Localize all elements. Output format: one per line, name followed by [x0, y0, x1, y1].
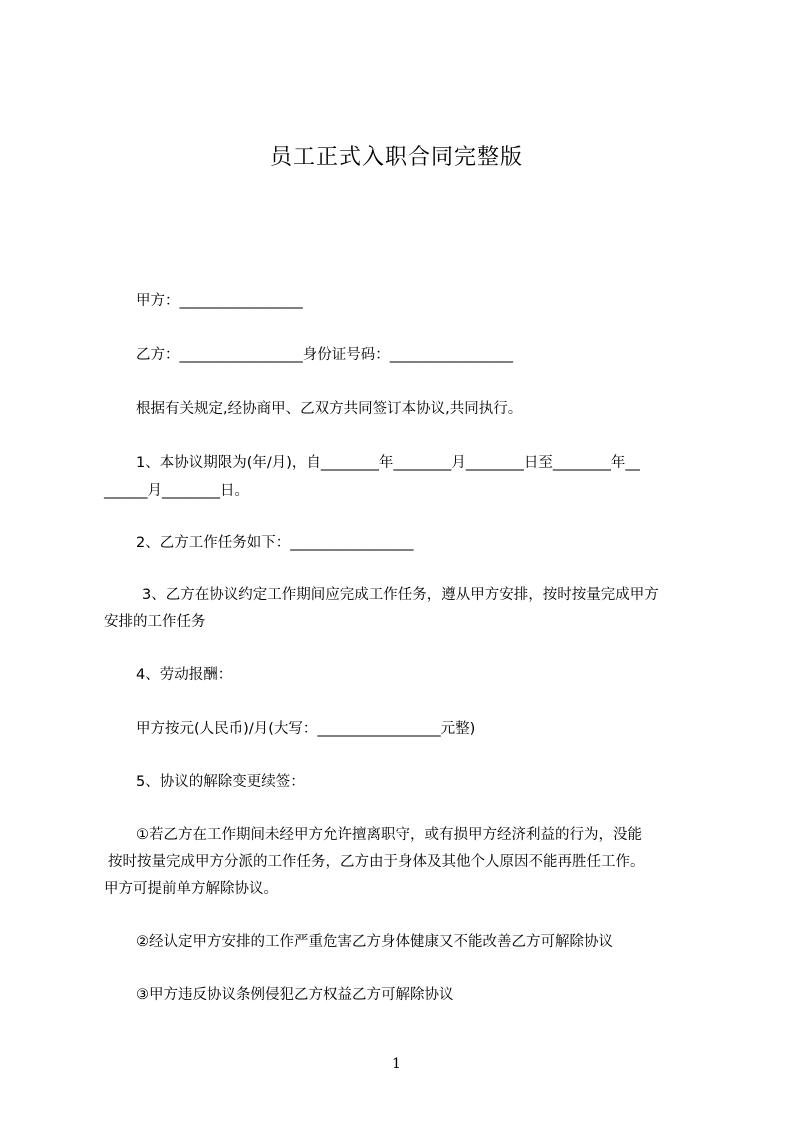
clause-4-line: 4、劳动报酬： — [136, 667, 233, 683]
preamble-paragraph: 根据有关规定,经协商甲、乙双方共同签订本协议,共同执行。 — [136, 401, 523, 417]
clause-3-line-2: 安排的工作任务 — [104, 614, 206, 630]
item-3-line: ③甲方违反协议条例侵犯乙方权益乙方可解除协议 — [136, 987, 454, 1003]
salary-line: 甲方按元(人民币)/月(大写：_________________元整) — [136, 721, 476, 737]
page-number: 1 — [392, 1056, 401, 1072]
party-a-line: 甲方：_________________ — [136, 293, 303, 309]
clause-3-line-1: 3、乙方在协议约定工作期间应完成工作任务，遵从甲方安排，按时按量完成甲方 — [142, 587, 659, 603]
clause-5-line: 5、协议的解除变更续签： — [136, 774, 305, 790]
clause-1-line-1: 1、本协议期限为(年/月)，自________年________月________日至________年__ — [136, 455, 640, 471]
item-1-line-2: 按时按量完成甲方分派的工作任务，乙方由于身体及其他个人原因不能再胜任工作。 — [108, 854, 645, 870]
item-2-line: ②经认定甲方安排的工作严重危害乙方身体健康又不能改善乙方可解除协议 — [136, 934, 613, 950]
clause-1-line-2: ______月________日。 — [104, 483, 249, 499]
clause-2-line: 2、乙方工作任务如下：_________________ — [136, 535, 414, 551]
item-1-line-3: 甲方可提前单方解除协议。 — [104, 881, 278, 897]
document-title: 员工正式入职合同完整版 — [269, 145, 523, 170]
item-1-line-1: ①若乙方在工作期间未经甲方允许擅离职守，或有损甲方经济利益的行为，没能 — [136, 827, 642, 843]
party-b-line: 乙方：_________________身份证号码：_________________ — [136, 347, 513, 363]
